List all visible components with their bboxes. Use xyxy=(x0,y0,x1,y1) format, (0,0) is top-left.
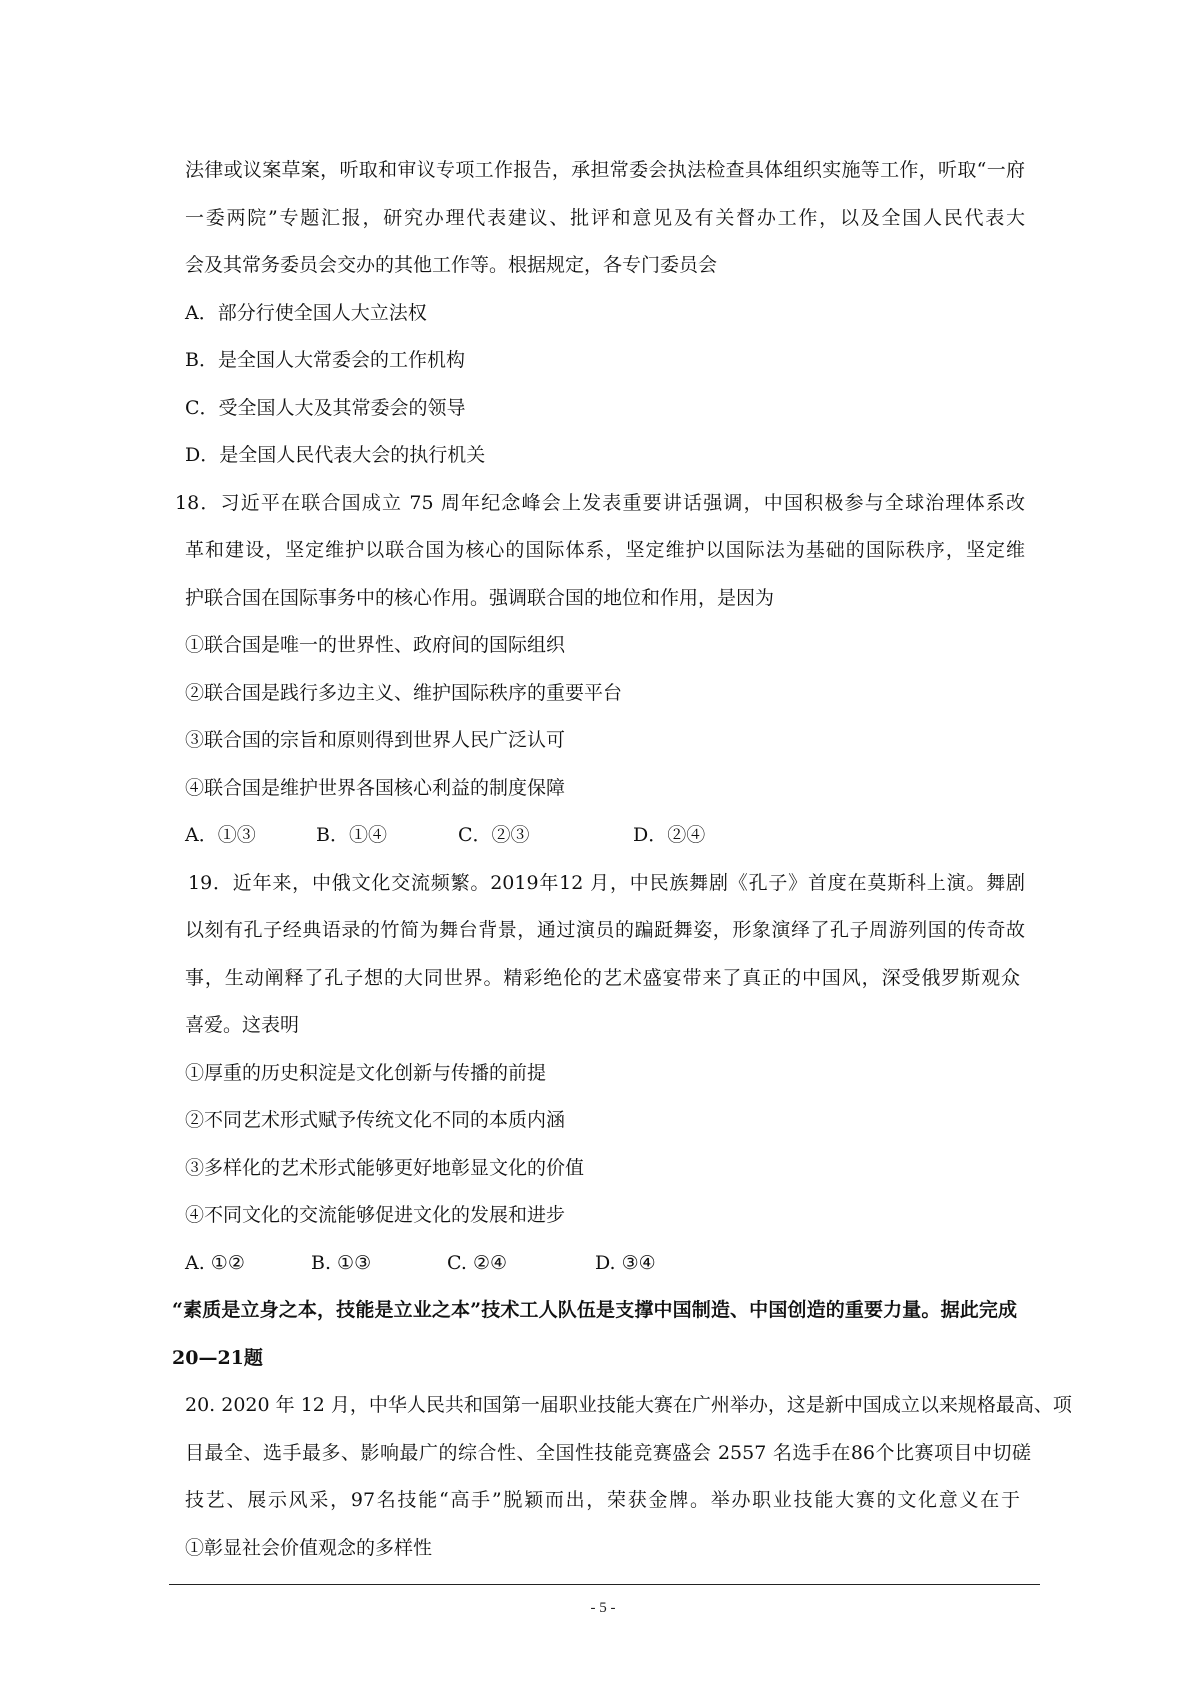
q18-choice-a: A．①③ xyxy=(185,824,256,846)
q19-choices-row xyxy=(0,1240,1200,1288)
footer-divider xyxy=(169,1584,1040,1585)
q18-stem-line: 护联合国在国际事务中的核心作用。强调联合国的地位和作用，是因为 xyxy=(185,586,775,609)
q18-statement-2: ②联合国是践行多边主义、维护国际秩序的重要平台 xyxy=(185,681,623,704)
q17-option-a: A．部分行使全国人大立法权 xyxy=(185,301,427,324)
q17-stem-line: 一委两院”专题汇报，研究办理代表建议、批评和意见及有关督办工作，以及全国人民代表大 xyxy=(185,206,1025,229)
q19-choice-a: A. ①② xyxy=(185,1251,245,1274)
material-20-21-line: 20—21题 xyxy=(172,1346,263,1369)
q20-stem-line: 20. 2020 年 12 月，中华人民共和国第一届职业技能大赛在广州举办，这是新中国成立以来规格最高、项 xyxy=(185,1394,1072,1416)
q19-choice-d: D. ③④ xyxy=(595,1251,656,1274)
q19-choice-b: B. ①③ xyxy=(311,1251,372,1274)
q19-statement-3: ③多样化的艺术形式能够更好地彰显文化的价值 xyxy=(185,1156,585,1179)
q19-statement-2: ②不同艺术形式赋予传统文化不同的本质内涵 xyxy=(185,1109,566,1131)
material-20-21-line: “素质是立身之本，技能是立业之本”技术工人队伍是支撑中国制造、中国创造的重要力量。据此完成 xyxy=(172,1299,1017,1321)
q17-option-d: D．是全国人民代表大会的执行机关 xyxy=(185,444,486,466)
q20-stem-line: 目最全、选手最多、影响最广的综合性、全国性技能竞赛盛会 2557 名选手在86个比赛项目中切磋 xyxy=(185,1441,1031,1464)
q19-stem-line: 以刻有孔子经典语录的竹简为舞台背景，通过演员的蹁跹舞姿，形象演绎了孔子周游列国的传奇故 xyxy=(185,919,1025,941)
q18-statement-1: ①联合国是唯一的世界性、政府间的国际组织 xyxy=(185,634,566,656)
q20-stem-line: 技艺、展示风采，97名技能“高手”脱颖而出，荣获金牌。举办职业技能大赛的文化意义在于 xyxy=(185,1489,1020,1511)
q20-statement-1: ①彰显社会价值观念的多样性 xyxy=(185,1536,433,1559)
q17-stem-line: 法律或议案草案，听取和审议专项工作报告，承担常委会执法检查具体组织实施等工作，听取“一府 xyxy=(185,159,1025,181)
q18-statement-4: ④联合国是维护世界各国核心利益的制度保障 xyxy=(185,776,566,799)
q18-choice-d: D．②④ xyxy=(633,824,706,846)
q19-stem-line: 事，生动阐释了孔子想的大同世界。精彩绝伦的艺术盛宴带来了真正的中国风，深受俄罗斯观众 xyxy=(185,966,1020,989)
page-number: - 5 - xyxy=(590,1600,616,1616)
q18-choice-b: B．①④ xyxy=(316,824,387,846)
q19-statement-4: ④不同文化的交流能够促进文化的发展和进步 xyxy=(185,1204,566,1226)
q18-stem-line: 18．习近平在联合国成立 75 周年纪念峰会上发表重要讲话强调，中国积极参与全球治理体系改 xyxy=(175,491,1025,514)
q18-statement-3: ③联合国的宗旨和原则得到世界人民广泛认可 xyxy=(185,729,566,751)
exam-page-content xyxy=(0,147,1200,1572)
q18-stem-line: 革和建设，坚定维护以联合国为核心的国际体系，坚定维护以国际法为基础的国际秩序，坚定维 xyxy=(185,539,1025,561)
q19-statement-1: ①厚重的历史积淀是文化创新与传播的前提 xyxy=(185,1061,547,1084)
q17-stem-line: 会及其常务委员会交办的其他工作等。根据规定，各专门委员会 xyxy=(185,254,718,276)
q19-stem-line: 喜爱。这表明 xyxy=(185,1014,300,1036)
q17-option-b: B．是全国人大常委会的工作机构 xyxy=(185,349,465,371)
q18-choices-row xyxy=(0,812,1200,860)
q19-choice-c: C. ②④ xyxy=(447,1251,508,1274)
q19-stem-line: 19．近年来，中俄文化交流频繁。2019年12 月，中民族舞剧《孔子》首度在莫斯科上演。舞剧 xyxy=(188,871,1025,894)
q18-choice-c: C．②③ xyxy=(458,824,530,846)
q17-option-c: C．受全国人大及其常委会的领导 xyxy=(185,396,466,419)
